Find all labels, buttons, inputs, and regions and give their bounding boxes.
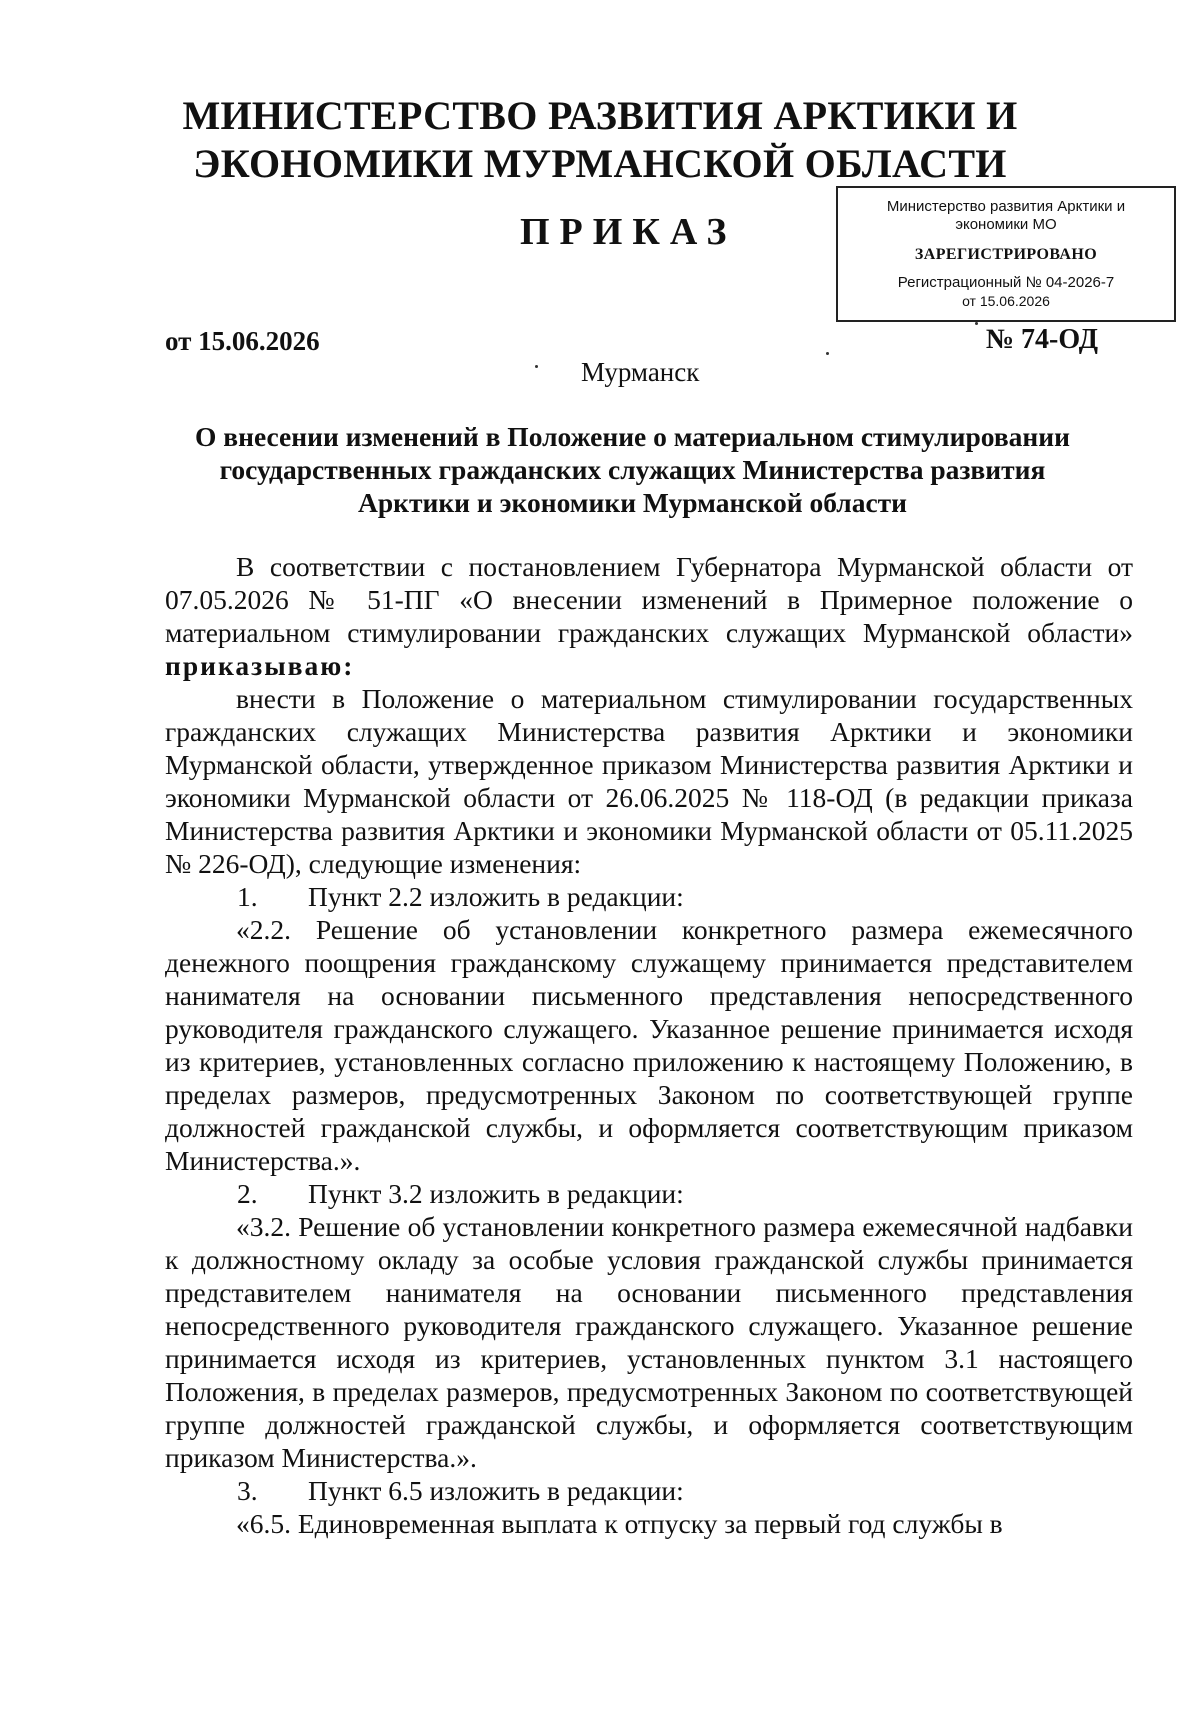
scan-speck bbox=[975, 322, 978, 325]
subject-line3: Арктики и экономики Мурманской области bbox=[357, 487, 908, 518]
order-number: № 74-ОД bbox=[985, 324, 1098, 355]
ministry-name-line2: ЭКОНОМИКИ МУРМАНСКОЙ ОБЛАСТИ bbox=[193, 141, 1007, 186]
item-2-heading bbox=[165, 1177, 1133, 1210]
item-1-title: Пункт 2.2 изложить в редакции: bbox=[308, 881, 684, 912]
stamp-org-line2: экономики МО bbox=[955, 216, 1057, 233]
intro-paragraph: внести в Положение о материальном стимулировании государственных гражданских служащих Министерства развития Арктики и экономики Мурманской области, утвержденное приказом Министерства развития Арктики и экономики Мурманской области от 26.06.2025 № 118-ОД (в редакции приказа Министерства развития Арктики и экономики Мурманской области от 05.11.2025 № 226-ОД), следующие изменения: bbox=[165, 683, 1133, 879]
subject-line1: О внесении изменений в Положение о материальном стимулировании bbox=[195, 421, 1070, 452]
preamble-text: В соответствии с постановлением Губернатора Мурманской области от 07.05.2026 № 51-ПГ «О внесении изменений в Примерное положение о материальном стимулировании гражданских служащих Мурманской области» bbox=[165, 551, 1133, 648]
stamp-org-line1: Министерство развития Арктики и bbox=[886, 198, 1126, 215]
order-body bbox=[165, 550, 1133, 1540]
item-2-text: «3.2. Решение об установлении конкретного размера ежемесячной надбавки к должностному окладу за особые условия гражданской службы принимается представителем нанимателя на основании письменного представления непосредственного руководителя гражданского служащего. Указанное решение принимается исходя из критериев, установленных пунктом 3.1 настоящего Положения, в пределах размеров, предусмотренных Законом по соответствующей группе должностей гражданской службы, и оформляется соответствующим приказом Министерства.». bbox=[165, 1211, 1133, 1473]
document-type: ПРИКАЗ bbox=[520, 211, 737, 253]
item-1-heading bbox=[165, 880, 1133, 913]
order-word: приказываю: bbox=[165, 650, 355, 681]
item-3-text: «6.5. Единовременная выплата к отпуску за первый год службы в bbox=[236, 1508, 1003, 1539]
order-date: от 15.06.2026 bbox=[165, 326, 320, 356]
order-city: Мурманск bbox=[581, 357, 700, 387]
item-1-number: 1. bbox=[237, 881, 258, 912]
item-1-text: «2.2. Решение об установлении конкретного размера ежемесячного денежного поощрения гражданскому служащему принимается представителем нанимателя на основании письменного представления непосредственного руководителя гражданского служащего. Указанное решение принимается исходя из критериев, установленных согласно приложению к настоящему Положению, в пределах размеров, предусмотренных Законом по соответствующей группе должностей гражданской службы, и оформляется соответствующим приказом Министерства.». bbox=[165, 914, 1133, 1176]
item-2-title: Пункт 3.2 изложить в редакции: bbox=[308, 1178, 684, 1209]
registration-stamp bbox=[836, 186, 1176, 322]
stamp-reg-number: Регистрационный № 04-2026-7 bbox=[897, 274, 1115, 291]
stamp-reg-date: от 15.06.2026 bbox=[962, 293, 1050, 309]
ministry-name bbox=[150, 92, 1050, 188]
preamble-paragraph bbox=[165, 550, 1133, 682]
scan-speck bbox=[826, 352, 829, 355]
item-3-heading bbox=[165, 1474, 1133, 1507]
item-3-title: Пункт 6.5 изложить в редакции: bbox=[308, 1475, 684, 1506]
item-3-number: 3. bbox=[237, 1475, 258, 1506]
item-2-number: 2. bbox=[237, 1178, 258, 1209]
subject-line2: государственных гражданских служащих Министерства развития bbox=[219, 454, 1046, 485]
stamp-status: ЗАРЕГИСТРИРОВАНО bbox=[914, 246, 1098, 263]
scan-speck bbox=[535, 365, 538, 368]
order-subject bbox=[165, 420, 1100, 519]
ministry-name-line1: МИНИСТЕРСТВО РАЗВИТИЯ АРКТИКИ И bbox=[182, 93, 1018, 138]
